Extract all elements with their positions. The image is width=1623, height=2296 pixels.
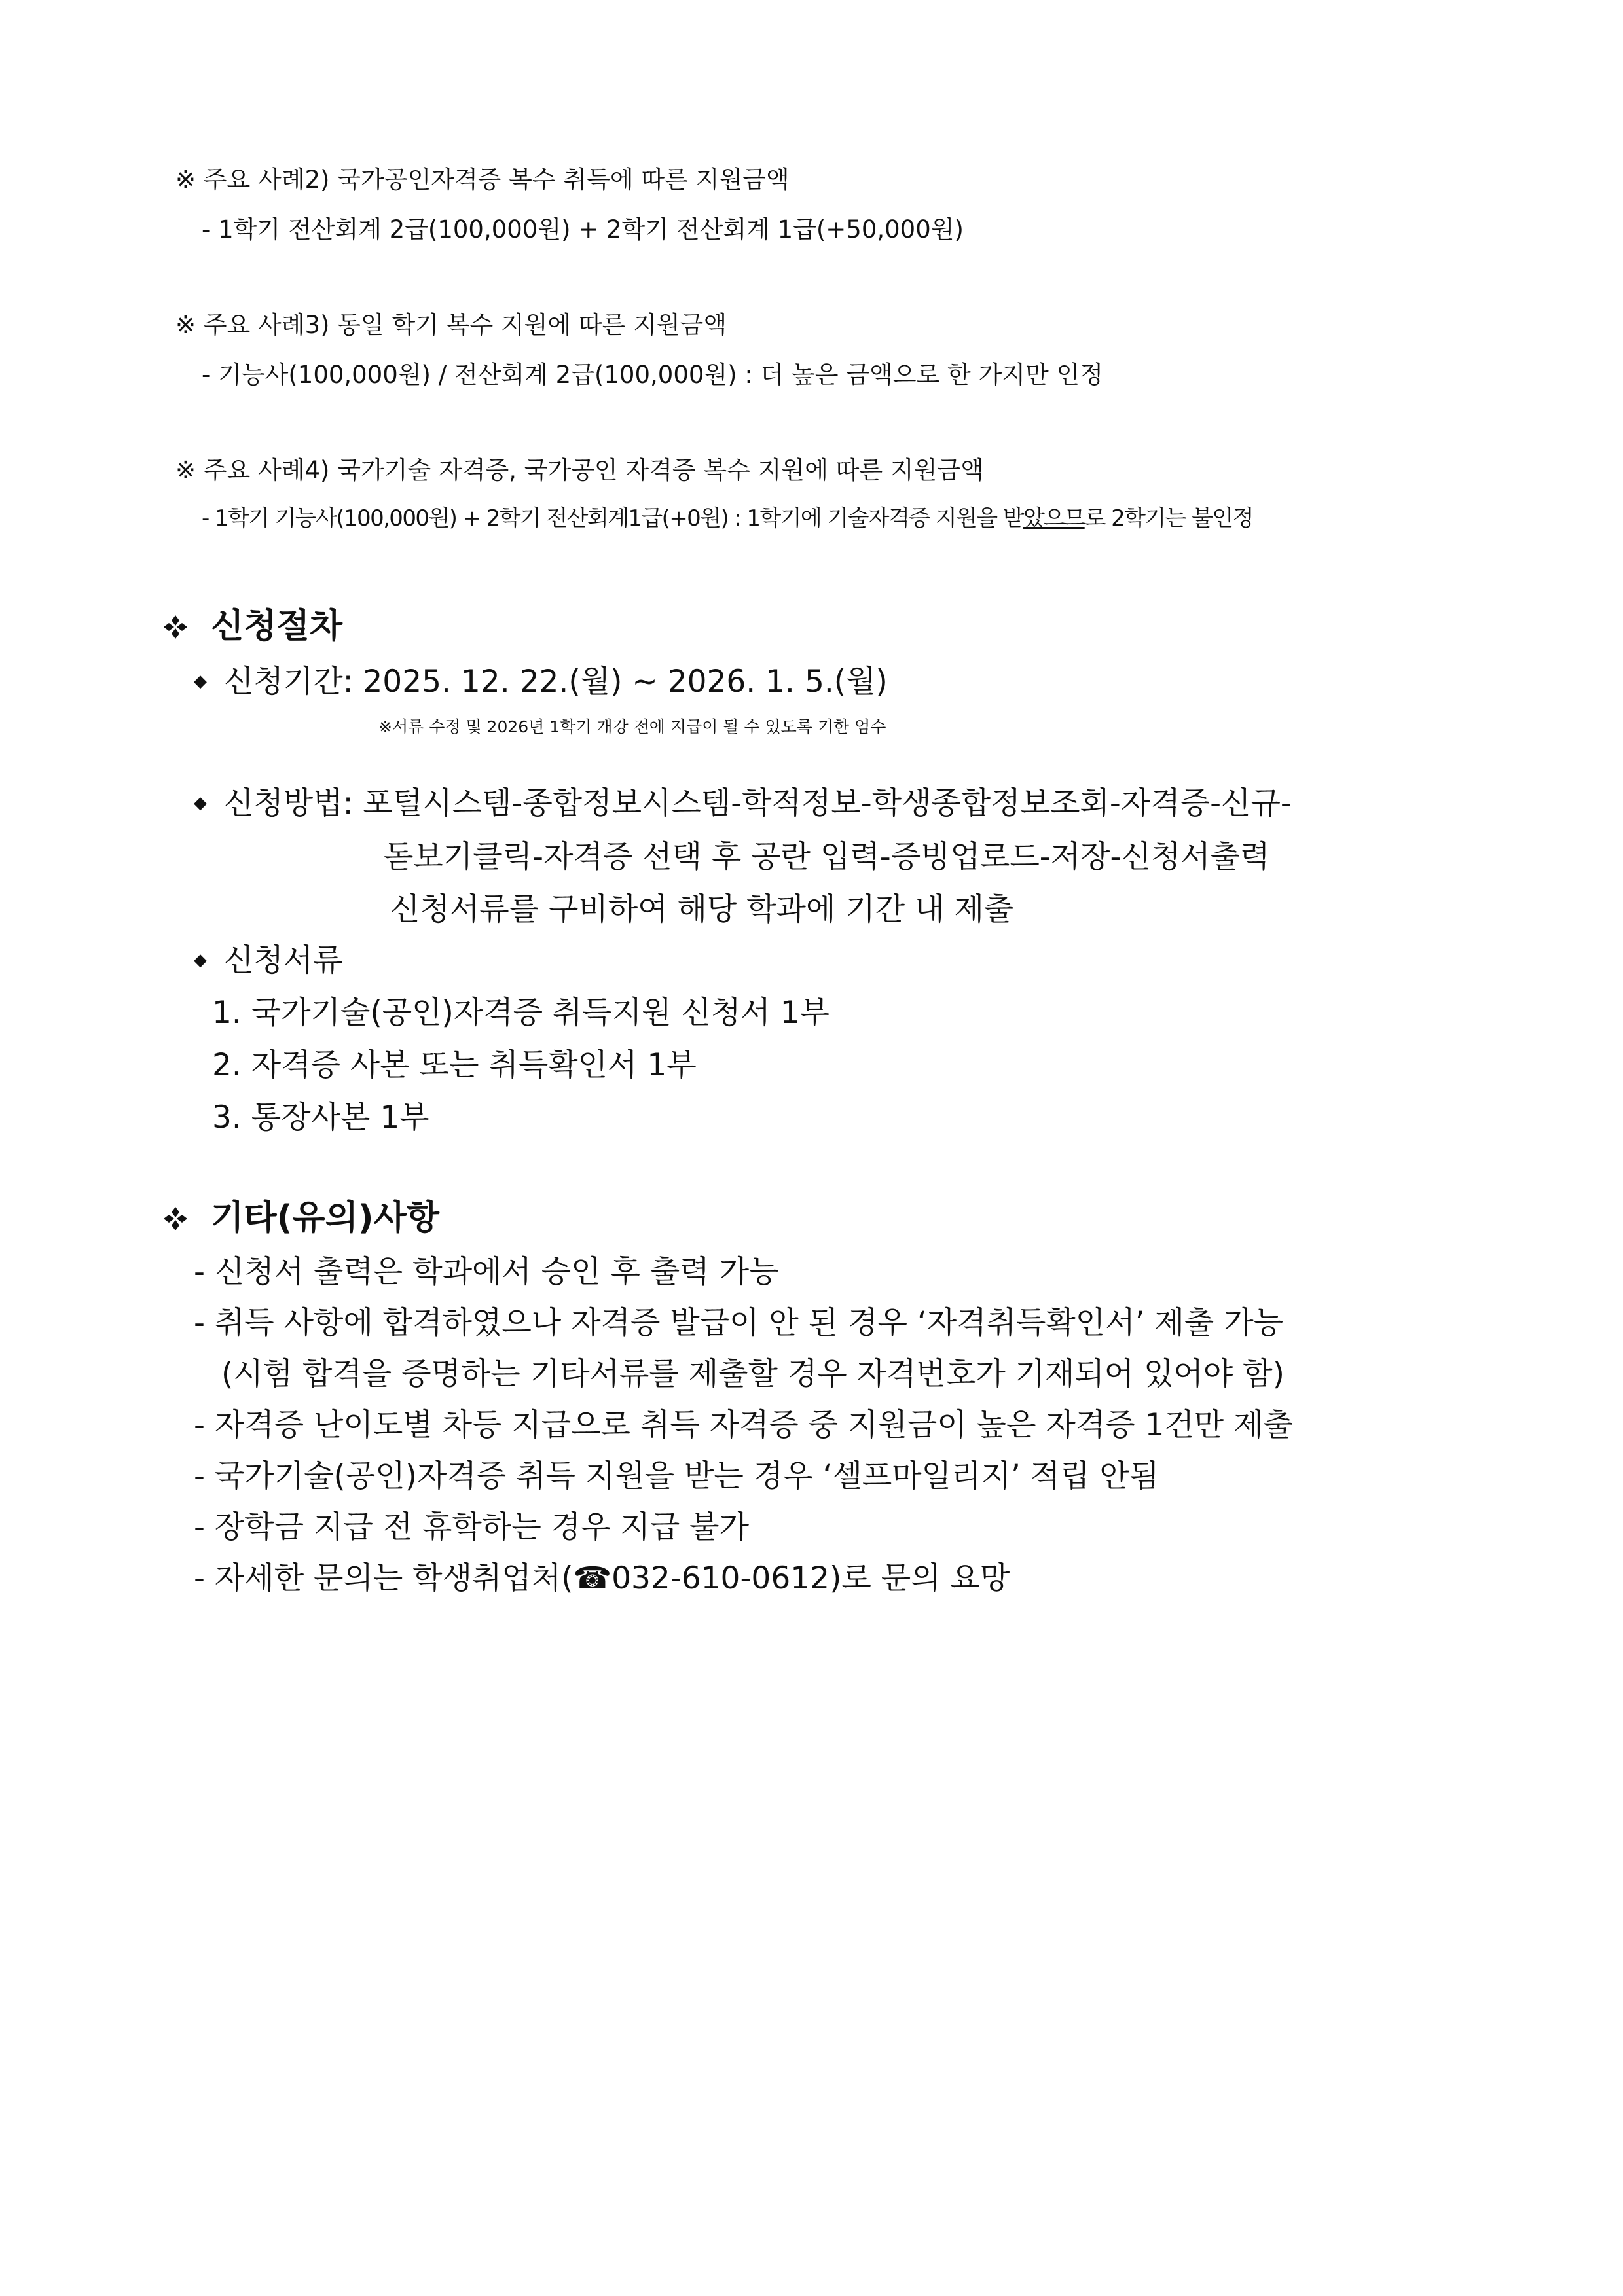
period-value: 2025. 12. 22.(월) ~ 2026. 1. 5.(월) <box>363 664 888 700</box>
note-item-6: - 자세한 문의는 학생취업처(☎032-610-0612)로 문의 요망 <box>194 1560 1010 1596</box>
case-4-detail-underlined: 았으므 <box>1023 505 1085 531</box>
small-diamond-bullet: ◆ <box>194 950 207 970</box>
note-item-5: - 장학금 지급 전 휴학하는 경우 지급 불가 <box>194 1509 749 1545</box>
case-3-detail: - 기능사(100,000원) / 전산회계 2급(100,000원) : 더 높은 금액으로 한 가지만 인정 <box>202 361 1104 389</box>
small-diamond-bullet: ◆ <box>194 793 207 813</box>
diamond-ornament-icon <box>162 1198 199 1238</box>
case-3-title: ※ 주요 사례3) 동일 학기 복수 지원에 따른 지원금액 <box>175 311 727 339</box>
application-heading-text: 신청절차 <box>211 607 343 646</box>
application-heading <box>162 598 342 647</box>
diamond-ornament-icon <box>162 607 199 646</box>
method-line-2: 돋보기클릭-자격증 선택 후 공란 입력-증빙업로드-저장-신청서출력 <box>384 839 1270 875</box>
notes-heading-text: 기타(유의)사항 <box>211 1198 440 1238</box>
case-2-detail: - 1학기 전산회계 2급(100,000원) + 2학기 전산회계 1급(+50,000원) <box>202 215 964 243</box>
document-item-1: 1. 국가기술(공인)자격증 취득지원 신청서 1부 <box>212 995 830 1031</box>
note-item-4: - 국가기술(공인)자격증 취득 지원을 받는 경우 ‘셀프마일리지’ 적립 안됨 <box>194 1458 1159 1494</box>
documents-label: 신청서류 <box>224 942 343 978</box>
note-item-2: - 취득 사항에 합격하였으나 자격증 발급이 안 된 경우 ‘자격취득확인서’ 제출 가능 <box>194 1305 1284 1341</box>
case-4-detail <box>202 500 1253 532</box>
period-note: ※서류 수정 및 2026년 1학기 개강 전에 지급이 될 수 있도록 기한 엄수 <box>378 717 886 736</box>
case-4-detail-tail: 로 2학기는 불인정 <box>1084 505 1253 531</box>
document-item-3: 3. 통장사본 1부 <box>212 1100 429 1136</box>
application-period <box>194 657 888 701</box>
case-2-title: ※ 주요 사례2) 국가공인자격증 복수 취득에 따른 지원금액 <box>175 166 790 194</box>
note-item-3: - 자격증 난이도별 차등 지급으로 취득 자격증 중 지원금이 높은 자격증 1건만 제출 <box>194 1407 1294 1443</box>
period-label: 신청기간: <box>224 664 354 700</box>
notes-heading <box>162 1190 439 1239</box>
document-item-2: 2. 자격증 사본 또는 취득확인서 1부 <box>212 1047 697 1083</box>
method-line-1: 포털시스템-종합정보시스템-학적정보-학생종합정보조회-자격증-신규- <box>363 785 1292 821</box>
note-item-1: - 신청서 출력은 학과에서 승인 후 출력 가능 <box>194 1254 779 1290</box>
small-diamond-bullet: ◆ <box>194 672 207 691</box>
application-method <box>194 779 1292 823</box>
case-4-detail-text: - 1학기 기능사(100,000원) + 2학기 전산회계1급(+0원) : 1학기에 기술자격증 지원을 받 <box>202 505 1023 531</box>
method-label: 신청방법: <box>224 785 354 821</box>
case-4-title: ※ 주요 사례4) 국가기술 자격증, 국가공인 자격증 복수 지원에 따른 지원금액 <box>175 456 984 484</box>
note-item-2-continued: (시험 합격을 증명하는 기타서류를 제출할 경우 자격번호가 기재되어 있어야 함) <box>221 1356 1285 1392</box>
documents-header <box>194 936 343 980</box>
method-line-3: 신청서류를 구비하여 해당 학과에 기간 내 제출 <box>390 891 1014 927</box>
